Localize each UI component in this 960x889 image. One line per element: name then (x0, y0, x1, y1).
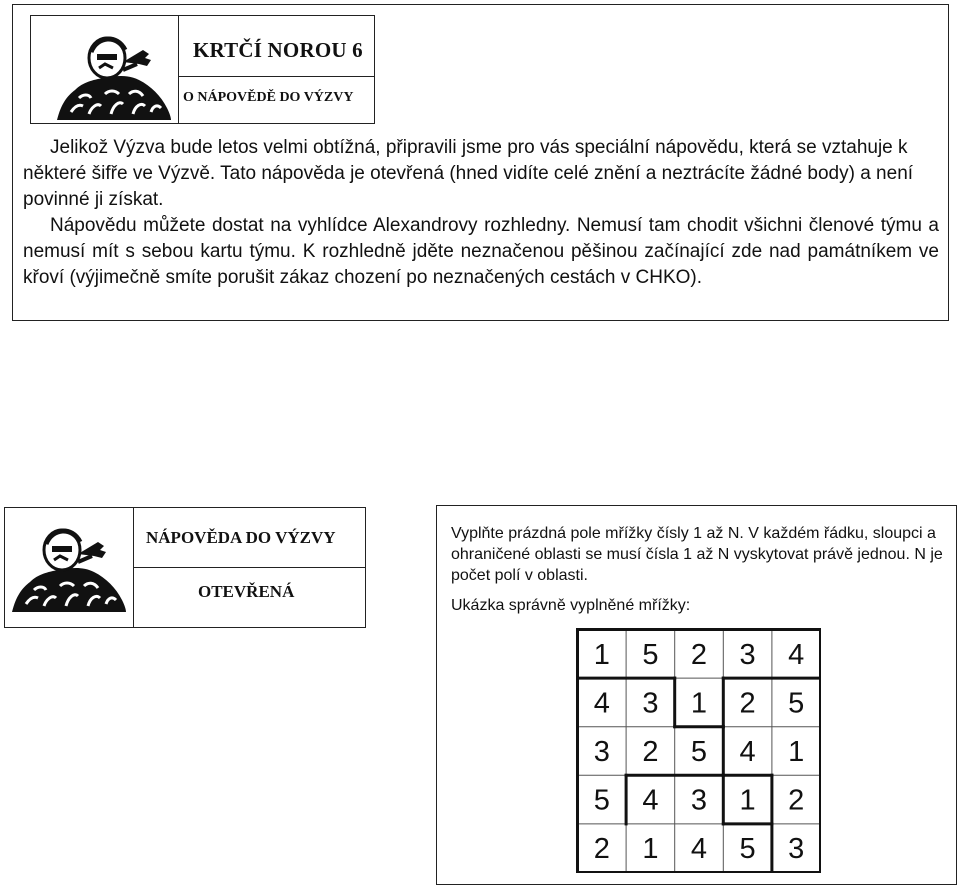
page-title: KRTČÍ NOROU 6 (193, 38, 363, 62)
grid-cell: 2 (788, 784, 805, 817)
grid-cell: 4 (788, 638, 805, 671)
grid-cell: 5 (739, 833, 756, 866)
grid-cell: 4 (739, 736, 756, 768)
grid-cell: 1 (593, 638, 610, 671)
header-rule (178, 76, 374, 77)
grid-cell: 2 (642, 736, 659, 768)
puzzle-rules: Vyplňte prázdná pole mřížky čísly 1 až N. V každém řádku, sloupci a ohraničené oblasti se musí čísla 1 až N vyskytovat právě jednou. N je počet polí v oblasti. (451, 525, 943, 584)
grid-cell: 5 (690, 736, 708, 768)
grid-cell: 5 (642, 638, 659, 671)
grid-cell: 2 (690, 638, 708, 671)
hint-subtitle: OTEVŘENÁ (198, 582, 295, 601)
grid-cell: 1 (739, 784, 756, 817)
hint-title: NÁPOVĚDA DO VÝZVY (146, 528, 336, 547)
sudoku-grid (576, 628, 821, 873)
grid-cell: 4 (642, 784, 659, 817)
grid-cell: 4 (690, 833, 708, 866)
header-frame (30, 15, 375, 124)
card-rule (133, 567, 365, 568)
puzzle-card (436, 505, 957, 885)
top-card (12, 4, 949, 321)
grid-cell: 1 (642, 833, 659, 866)
location-paragraph: Nápovědu můžete dostat na vyhlídce Alexandrovy rozhledny. Nemusí tam chodit všichni členové týmu a nemusí mít s sebou kartu týmu. K rozhledně jděte neznačenou pěšinou začínající zde nad památníkem ve křoví (výjimečně smíte porušit zákaz chození po neznačených cestách v CHKO). (23, 215, 939, 288)
grid-cell: 1 (690, 687, 708, 720)
mole-logo-icon (8, 516, 130, 616)
example-label: Ukázka správně vyplněné mřížky: (451, 597, 691, 614)
page-subtitle: O NÁPOVĚDĚ DO VÝZVY (183, 90, 354, 105)
grid-cell: 1 (788, 736, 805, 768)
grid-cell: 3 (788, 833, 805, 866)
grid-cell: 5 (593, 784, 610, 817)
intro-paragraph: Jelikož Výzva bude letos velmi obtížná, připravili jsme pro vás speciální nápovědu, která se vztahuje k některé šifře ve Výzvě. Tato nápověda je otevřená (hned vidíte celé znění a neztrácíte žádné body) a není povinné ji získat. (23, 137, 914, 210)
mole-logo-icon (53, 24, 175, 124)
grid-cell: 3 (690, 784, 708, 817)
grid-cell: 3 (739, 638, 756, 671)
grid-cell: 3 (642, 687, 659, 720)
hint-card (4, 507, 366, 628)
grid-cell: 3 (593, 736, 610, 768)
grid-cell: 2 (739, 687, 756, 720)
grid-cell: 5 (788, 687, 805, 720)
grid-cell: 2 (593, 833, 610, 866)
header-divider (178, 16, 179, 123)
grid-cell: 4 (593, 687, 610, 720)
